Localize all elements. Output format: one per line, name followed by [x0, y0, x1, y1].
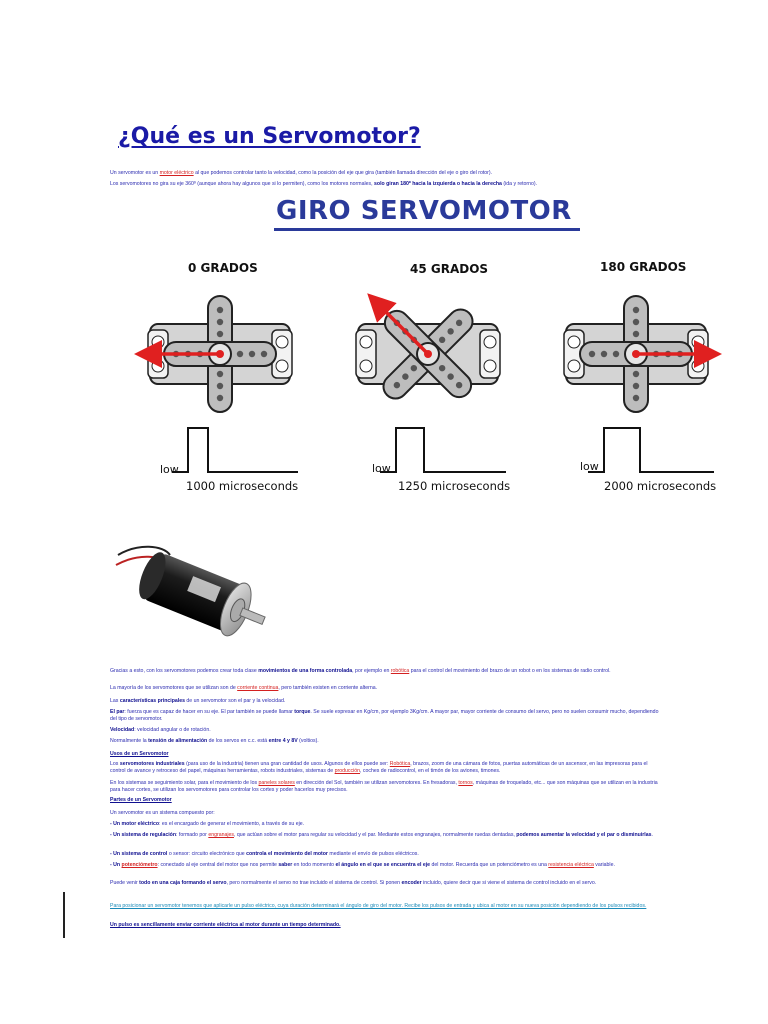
horn-hole [633, 331, 639, 337]
panel-1-pulse-label: 1250 microseconds [398, 479, 511, 493]
horn-hole [633, 371, 639, 377]
solar-paragraph: En los sistemas se seguimiento solar, para el movimiento de los paneles solares en dirección del Sol, también se utilizan servomotores. En fresadoras, tornos, máquinas de troquelado, etc... que son máquinas que se utilizan en la industria para hacer cortes, se utilizan los servomotores para controlar los cortes y poder hacerlos muy precisos. [110, 780, 658, 793]
partes-intro: Un servomotor es un sistema compuesto por: [110, 810, 215, 816]
horn-hole [601, 351, 607, 357]
figure-heading-underline [274, 228, 580, 231]
resistencia-electrica-link[interactable]: resistencia eléctrica [548, 862, 594, 868]
figure-heading: GIRO SERVOMOTOR [276, 196, 572, 226]
page-title: ¿Qué es un Servomotor? [118, 124, 421, 149]
panel-1-angle-label: 45 GRADOS [410, 262, 489, 276]
horn-hole [217, 395, 223, 401]
pulso-link[interactable]: Para posicionar un servomotor tenemos que aplicarle un pulso eléctrico, cuya duración determinará el ángulo de giro del motor. Recibe los pulsos de entrada y ubica al motor en su nueva posición dependiendo de los pulsos recibidos. [110, 903, 647, 909]
horn-hole [613, 351, 619, 357]
panel-0-angle-label: 0 GRADOS [188, 261, 258, 275]
potenciometro-paragraph: - Un potenciómetro: conectado al eje central del motor que nos permite saber en todo momento el ángulo en el que se encuentra el eje del motor. Recuerda que un potenciómetro es una resistencia eléctrica variable. [110, 862, 615, 868]
tension-paragraph: Normalmente la tensión de alimentación de los servos en c.c. está entre 4 y 8V (voltios). [110, 738, 319, 744]
caja-paragraph: Puede venir todo en una caja formando el servo, pero normalmente el servo no trae incluido el sistema de control. Si ponen encoder incluido, quiere decir que si viene el sistema de control incluido en el servo. [110, 880, 597, 886]
mount-hole [360, 360, 372, 372]
mount-hole [152, 360, 164, 372]
usos-paragraph: Los servomotores industriales (para uso de la industria) tienen una gran cantidad de usos. Algunos de ellos puede ser: Robótica, brazos, zoom de una cámara de fotos, puertas automáticas de un ascensor, en las impresoras para el control de avance y retroceso del papel, máquinas herramientas, robots industriales, sistemas de producción, coches de radiocontrol, en el timón de los aviones, timones. [110, 761, 648, 774]
mount-hole [484, 360, 496, 372]
panel-1-low-label: low [372, 462, 391, 475]
motor-paragraph: - Un motor eléctrico: es el encargado de generar el movimiento, a través de su eje. [110, 821, 305, 827]
horn-hole [217, 371, 223, 377]
horn-hole [237, 351, 243, 357]
servo-panel-2 [564, 296, 714, 472]
panel-2-pulse-label: 2000 microseconds [604, 479, 717, 493]
dc-motor-photo [108, 525, 276, 660]
robotica-link-2[interactable]: Robótica [389, 761, 411, 767]
intro-paragraph-2: Los servomotores no gira su eje 360º (aunque ahora hay algunos que si lo permiten), como los motores normales, solo giran 180º hacia la izquierda o hacia la derecha (ida y retorno). [110, 181, 538, 187]
tornos-link[interactable]: tornos [458, 780, 473, 786]
horn-hole [633, 383, 639, 389]
mount-hole [568, 360, 580, 372]
horn-hole [217, 331, 223, 337]
panel-2-low-label: low [580, 460, 599, 473]
robotica-link[interactable]: robótica [390, 668, 410, 674]
panel-0-low-label: low [160, 463, 179, 476]
horn-hole [217, 307, 223, 313]
mount-hole [692, 336, 704, 348]
motor-electrico-link[interactable]: motor eléctrico [159, 170, 194, 176]
corriente-continua-link[interactable]: corriente continua [237, 685, 279, 691]
horn-hole [217, 383, 223, 389]
mount-hole [152, 336, 164, 348]
servo-panel-0 [148, 296, 298, 472]
partes-heading: Partes de un Servomotor [110, 797, 172, 803]
pulse-waveform [380, 428, 506, 472]
par-paragraph: El par: fuerza que es capaz de hacer en su eje. El par también se puede llamar torque. Se suele expresar en Kg/cm, por ejemplo 3Kg/cm. A mayor par, mayor corriente de consumo del servo, pero no suelen consumir mucho, dependiendo del tipo de servomotor. [110, 709, 659, 722]
mount-hole [692, 360, 704, 372]
horn-hole [633, 395, 639, 401]
usos-heading: Usos de un Servomotor [110, 751, 169, 757]
horn-hole [249, 351, 255, 357]
page-margin-rule [63, 892, 65, 938]
caracteristicas-paragraph: Las características principales de un servomotor son el par y la velocidad. [110, 698, 286, 704]
velocidad-paragraph: Velocidad: velocidad angular o de rotación. [110, 727, 211, 733]
mount-hole [360, 336, 372, 348]
horn-hole [589, 351, 595, 357]
mount-hole [484, 336, 496, 348]
regulacion-paragraph: - Un sistema de regulación: formado por engranajes, que actúan sobre el motor para regular su velocidad y el par. Mediante estos engranajes, normalmente ruedas dentadas, podemos aumentar la velocidad y el par o disminuirlas. [110, 832, 653, 838]
intro-paragraph-1: Un servomotor es un motor eléctrico al que podemos controlar tanto la velocidad, como la posición del eje que gira (también llamada dirección del eje o giro del rotor). [110, 170, 493, 176]
horn-hole [633, 319, 639, 325]
produccion-link[interactable]: producción [334, 768, 361, 774]
final-paragraph: Un pulso es sencillamente enviar corriente eléctrica al motor durante un tiempo determinado. [110, 922, 341, 928]
control-paragraph: - Un sistema de control o sensor: circuito electrónico que controla el movimiento del motor mediante el envío de pulsos eléctricos. [110, 851, 419, 857]
horn-hole [261, 351, 267, 357]
pulso-paragraph [110, 903, 660, 910]
panel-0-pulse-label: 1000 microseconds [186, 479, 299, 493]
mount-hole [276, 336, 288, 348]
horn-hole [217, 319, 223, 325]
mayoria-paragraph: La mayoría de los servomotores que se utilizan son de corriente continua, pero también existen en corriente alterna. [110, 685, 378, 691]
potenciometro-link[interactable]: potenciómetro [121, 862, 158, 868]
panel-2-angle-label: 180 GRADOS [600, 260, 687, 274]
pulse-waveform [172, 428, 298, 472]
horn-hole [633, 307, 639, 313]
mount-hole [568, 336, 580, 348]
pulse-waveform [588, 428, 714, 472]
gracias-paragraph: Gracias a esto, con los servomotores podemos crear toda clase movimientos de una forma controlada, por ejemplo en robótica para el control del movimiento del brazo de un robot o en los sistemas de radio control. [110, 668, 611, 674]
servo-panel-1 [347, 273, 508, 472]
paneles-solares-link[interactable]: paneles solares [258, 780, 295, 786]
engranajes-link[interactable]: engranajes [208, 832, 234, 838]
mount-hole [276, 360, 288, 372]
